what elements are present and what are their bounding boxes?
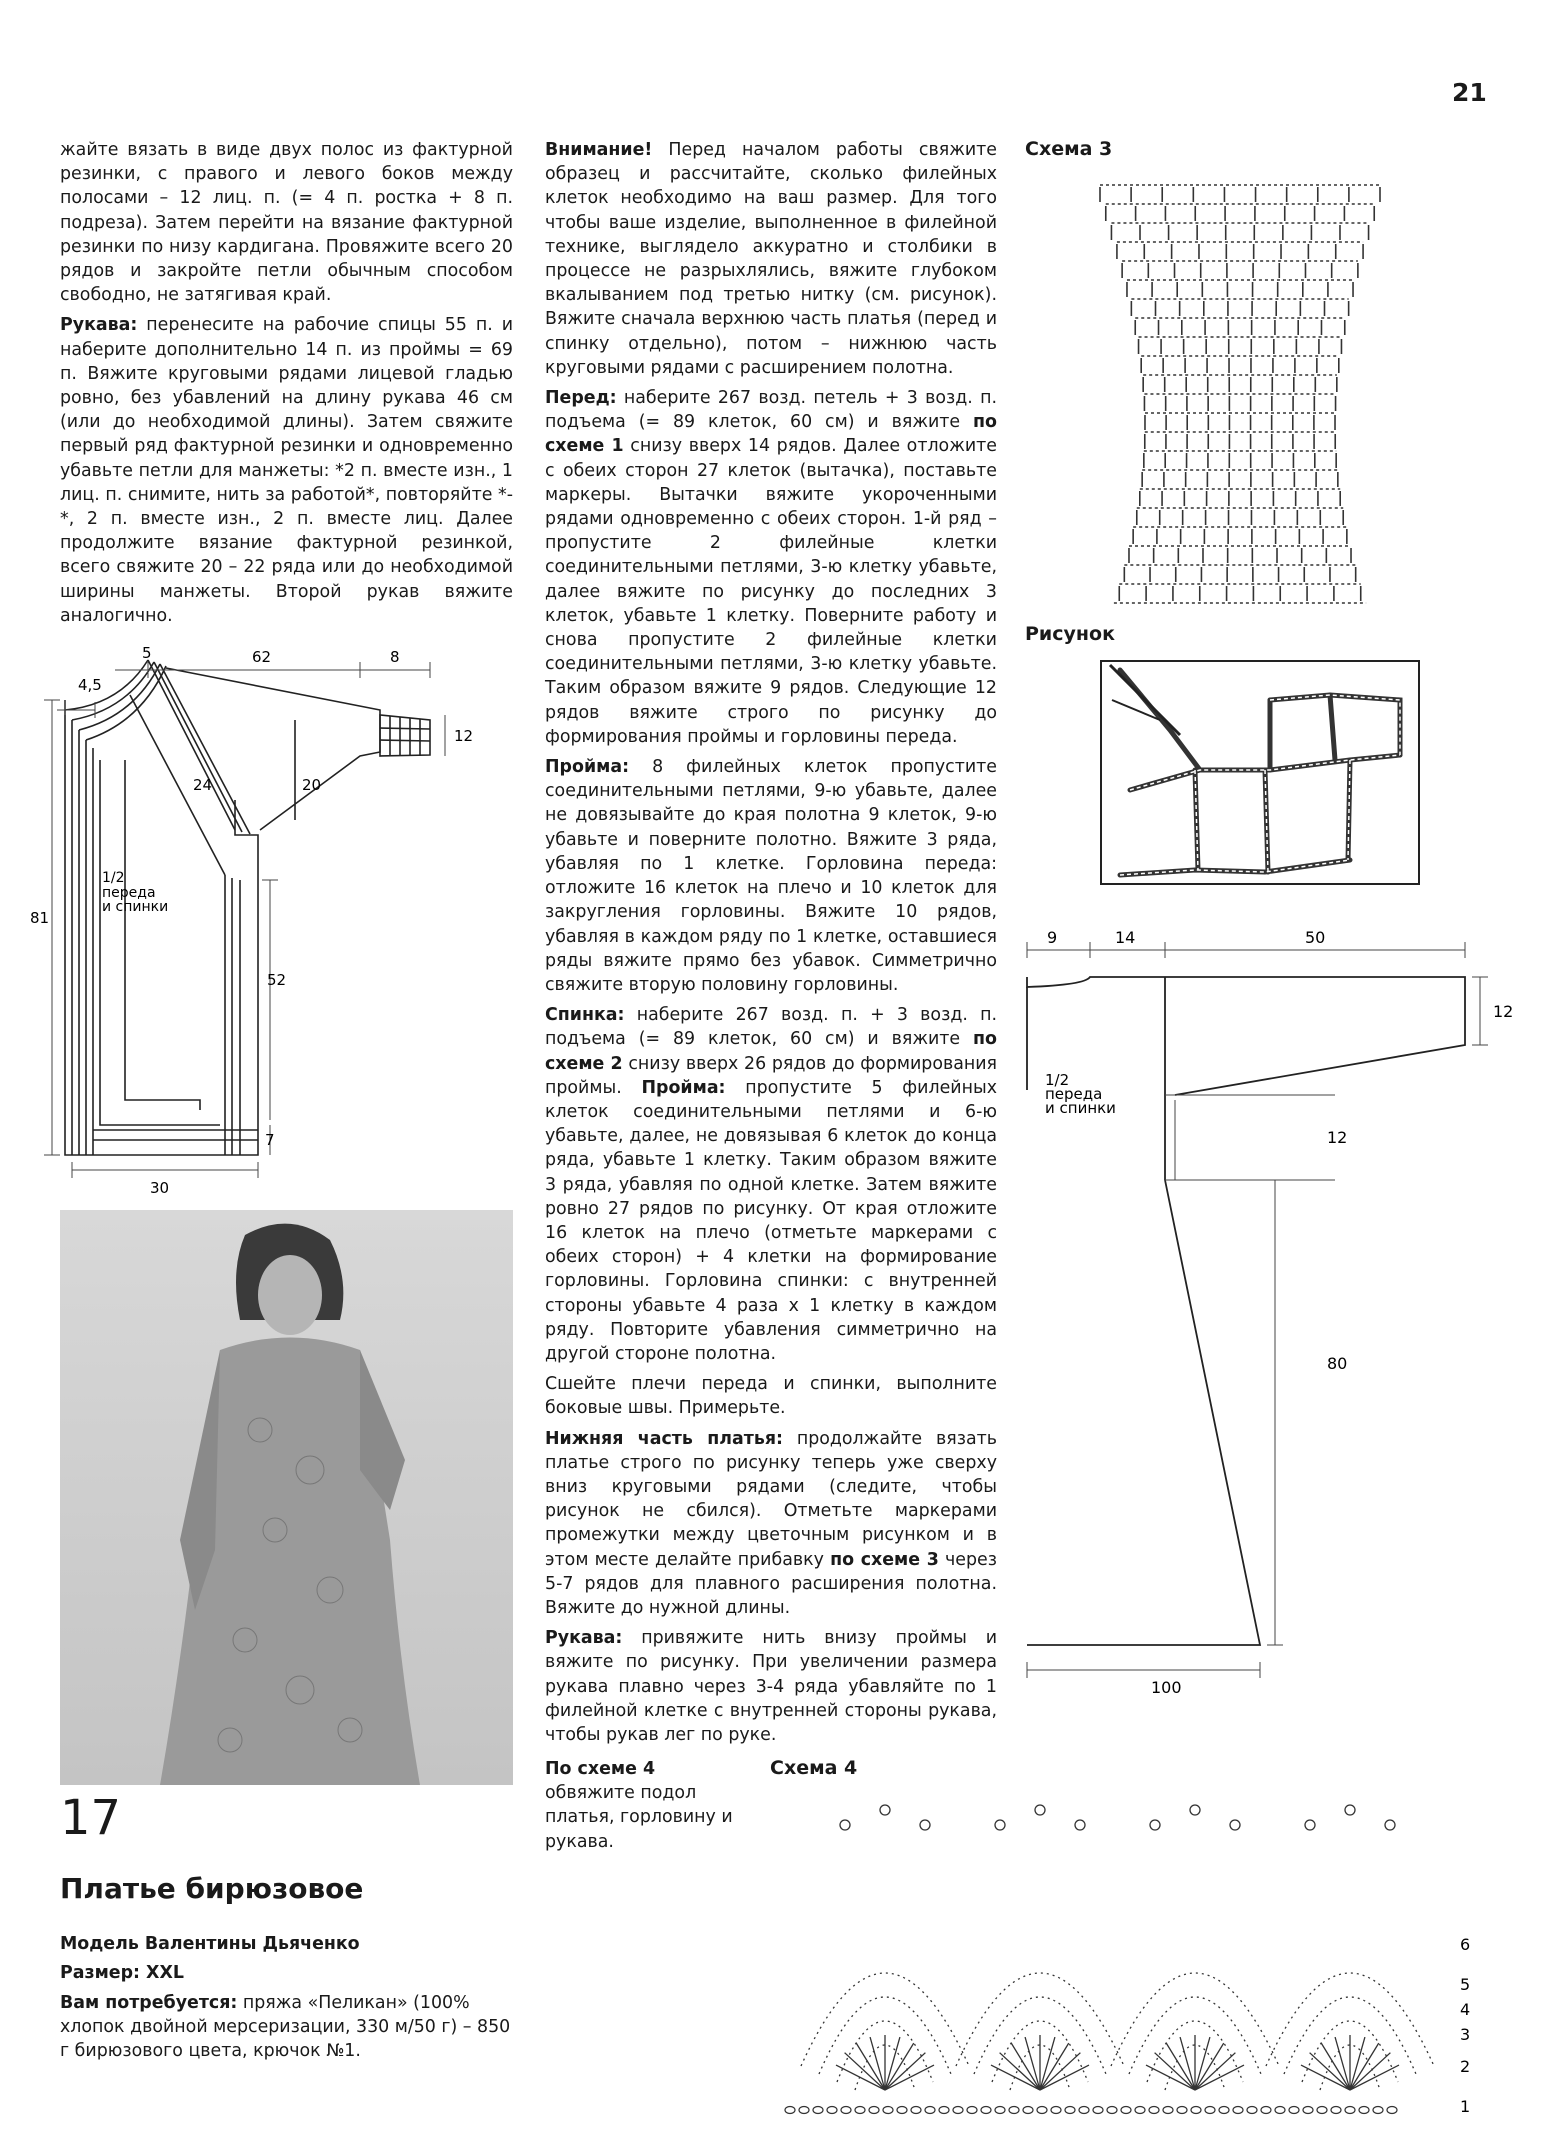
- model-title: Платье бирюзовое: [60, 1872, 364, 1905]
- scheme4-note-text: обвяжите подол платья, горловину и рукава.: [545, 1783, 733, 1852]
- dim2-12-armhole: 12: [1327, 1128, 1348, 1147]
- model-materials: [60, 1991, 515, 2064]
- lower-text-1: продолжайте вязать платье строго по рисунку теперь уже сверху вниз круговыми рядами (следите, чтобы рисунок не сбился). Отметьте маркерами промежутки между цветочным рисунком и в этом месте делайте прибавку: [545, 1428, 998, 1570]
- model-author: Модель Валентины Дьяченко: [60, 1934, 360, 1954]
- model-photo: [60, 1210, 513, 1785]
- dim2-100: 100: [1151, 1678, 1182, 1697]
- lower-text-2: через 5-7 рядов для плавного расширения полотна. Вяжите до нужной длины.: [545, 1549, 997, 1618]
- sleeves2-paragraph: [545, 1626, 997, 1747]
- back-text-2: снизу вверх 26 рядов до формирования проймы.: [545, 1053, 997, 1098]
- lower-paragraph: [545, 1427, 997, 1621]
- front-text-2: снизу вверх 14 рядов. Далее отложите с обеих сторон 27 клеток (вытачка), поставьте маркеры. Вытачки вяжите укороченными рядами одновременно с обеих сторон. 1-й ряд – пропустите 2 филейные клетки соединительными петлями, 3-ю клетку убавьте, далее вяжите по рисунку до последних 3 клеток, убавьте 1 клетку. Поверните работу и снова пропустите 2 филейные клетки соединительными петлями, 3-ю клетку убавьте. Таким образом вяжите 9 рядов. Следующие 12 рядов вяжите строго по рисунку до формирования проймы и горловины переда.: [545, 436, 997, 747]
- materials-text: пряжа «Пеликан» (100% хлопок двойной мерсеризации, 330 м/50 г) – 850 г бирюзового цвета, крючок №1.: [60, 1993, 511, 2062]
- dim-52: 52: [267, 971, 287, 989]
- diagram1-label-half: 1/2: [102, 870, 125, 886]
- sleeves-text: перенесите на рабочие спицы 55 п. и наберите дополнительно 14 п. из проймы = 69 п. Вяжите круговыми рядами лицевой гладью ровно, без убавлений на длину рукава 46 см (или до необходимой длины). Затем свяжите первый ряд фактурной резинки и одновременно убавьте петли для манжеты: *2 п. вместе изн., 1 лиц. п. снимите, нить за работой*, повторяйте *-*, 2 п. вместе изн., 2 п. вместе лиц. Далее продолжите вязание фактурной резинкой, всего свяжите 20 – 22 ряда или до необходимой ширины манжеты. Второй рукав вяжите аналогично.: [60, 315, 514, 626]
- scheme4-row-label: 6: [1460, 1935, 1471, 1954]
- lower-label: Нижняя часть платья:: [545, 1428, 783, 1449]
- back-label: Спинка:: [545, 1005, 625, 1026]
- diagram2-label-front: переда: [1045, 1085, 1103, 1103]
- dim-81: 81: [30, 909, 50, 927]
- figure-stitch-illustration: [1100, 660, 1420, 885]
- column-1-text: [60, 138, 513, 634]
- lower-scheme-ref: по схеме 3: [830, 1549, 939, 1570]
- dim2-14: 14: [1115, 928, 1136, 947]
- figure-title: Рисунок: [1025, 623, 1115, 645]
- scheme4-row-label: 3: [1460, 2025, 1471, 2044]
- front-paragraph: [545, 386, 997, 749]
- scheme4-title: Схема 4: [770, 1757, 858, 1779]
- scheme3-title: Схема 3: [1025, 138, 1113, 160]
- diagram1-label-front: переда: [102, 885, 156, 901]
- dim-4-5: 4,5: [78, 676, 102, 694]
- dim2-50: 50: [1305, 928, 1326, 947]
- model-size: Размер: XXL: [60, 1963, 184, 1983]
- cardigan-pattern-diagram: [30, 640, 540, 1200]
- back-text-1: наберите 267 возд. п. + 3 возд. п. подъема (= 89 клеток, 60 см) и вяжите: [545, 1005, 998, 1050]
- sleeves2-label: Рукава:: [545, 1628, 623, 1649]
- scheme4-note-label: По схеме 4: [545, 1759, 656, 1779]
- page-number: 21: [1452, 78, 1487, 107]
- diagram2-label-back: и спинки: [1045, 1099, 1116, 1117]
- armhole-paragraph: [545, 755, 997, 997]
- attention-label: Внимание!: [545, 140, 653, 160]
- scheme4-chart: [770, 1790, 1490, 2135]
- dim2-12-sleeve: 12: [1493, 1002, 1514, 1021]
- sleeves2-text: привяжите нить внизу проймы и вяжите по рисунку. При увеличении размера рукава плавно через 3-4 ряда убавляйте по 1 филейной клетке с внутренней стороны рукава, чтобы рукав лег по руке.: [545, 1628, 997, 1745]
- model-number: 17: [60, 1790, 122, 1846]
- armhole-label: Пройма:: [545, 757, 630, 778]
- dress-pattern-diagram: [1015, 925, 1535, 1705]
- dim-24: 24: [193, 776, 213, 794]
- scheme4-row-label: 5: [1460, 1975, 1471, 1994]
- dim-7: 7: [265, 1131, 275, 1149]
- scheme4-note: [545, 1757, 735, 1854]
- dim-5: 5: [142, 644, 152, 662]
- back-armhole-text: пропустите 5 филейных клеток соединительными петлями и 6-ю убавьте, далее, не довязывая 6 клеток до конца ряда, убавьте 1 клетку. Таким образом вяжите 3 ряда, убавляя по одной клетке. Затем вяжите ровно 27 рядов по рисунку. От края отложите 16 клеток на плечо (отметьте маркерами с обеих сторон) + 4 клетки на формирование горловины. Горловина спинки: с внутренней стороны убавьте 4 раза х 1 клетку в каждом ряду. Повторите убавления симметрично на другой стороне полотна.: [545, 1077, 997, 1364]
- armhole-text: 8 филейных клеток пропустите соединительными петлями, 9-ю убавьте, далее не довязывайте до края полотна 9 клеток, 9-ю убавьте и поверните полотно. Вяжите 3 ряда, убавляя по 1 клетке. Горловина переда: отложите 16 клеток на плечо и 10 клеток для закругления горловины. Вяжите 10 рядов, убавляя в каждом ряду по 1 клетке, оставшиеся ряды вяжите прямо без убавок. Симметрично свяжите вторую половину горловины.: [545, 757, 997, 995]
- scheme4-row-label: 1: [1460, 2097, 1471, 2116]
- front-text-1: наберите 267 возд. петель + 3 возд. п. подъема (= 89 клеток, 60 см) и вяжите: [545, 388, 998, 433]
- column-2-text: [545, 138, 997, 1753]
- attention-text: Перед началом работы свяжите образец и рассчитайте, сколько филейных клеток необходимо на ваш размер. Для того чтобы ваше изделие, выполненное в филейной технике, выглядело аккуратно и столбики в процессе не разрыхлялись, вяжите глубоком вкалыванием под третью нитку (см. рисунок). Вяжите сначала верхнюю часть платья (перед и спинку отдельно), потом – нижнюю часть круговыми рядами с расширением полотна.: [545, 140, 997, 378]
- dim2-80: 80: [1327, 1354, 1348, 1373]
- diagram2-label-half: 1/2: [1045, 1071, 1070, 1089]
- dim2-9: 9: [1047, 928, 1058, 947]
- scheme3-chart: [1090, 175, 1390, 615]
- dim-12: 12: [454, 727, 474, 745]
- sleeves-label: Рукава:: [60, 315, 138, 336]
- back-paragraph: [545, 1003, 997, 1366]
- dim-30: 30: [150, 1179, 170, 1197]
- front-scheme-ref: по схеме 1: [545, 412, 997, 457]
- dim-8: 8: [390, 648, 400, 666]
- sleeves-paragraph: [60, 313, 513, 628]
- dim-20: 20: [302, 776, 322, 794]
- back-armhole-label: Пройма:: [641, 1077, 726, 1098]
- diagram1-label-back: и спинки: [102, 899, 169, 915]
- attention-paragraph: [545, 138, 997, 380]
- scheme4-row-label: 4: [1460, 2000, 1471, 2019]
- front-label: Перед:: [545, 388, 617, 409]
- scheme4-row-label: 2: [1460, 2057, 1471, 2076]
- intro-paragraph: жайте вязать в виде двух полос из фактурной резинки, с правого и левого боков между полосами – 12 лиц. п. (= 4 п. ростка + 8 п. подреза). Затем перейти на вязание фактурной резинки по низу кардигана. Провяжите всего 20 рядов и закройте петли обычным способом свободно, не затягивая край.: [60, 140, 513, 306]
- back-scheme-ref: по схеме 2: [545, 1029, 997, 1074]
- dim-62: 62: [252, 648, 272, 666]
- sew-paragraph: Сшейте плечи переда и спинки, выполните боковые швы. Примерьте.: [545, 1374, 997, 1419]
- materials-label: Вам потребуется:: [60, 1993, 238, 2013]
